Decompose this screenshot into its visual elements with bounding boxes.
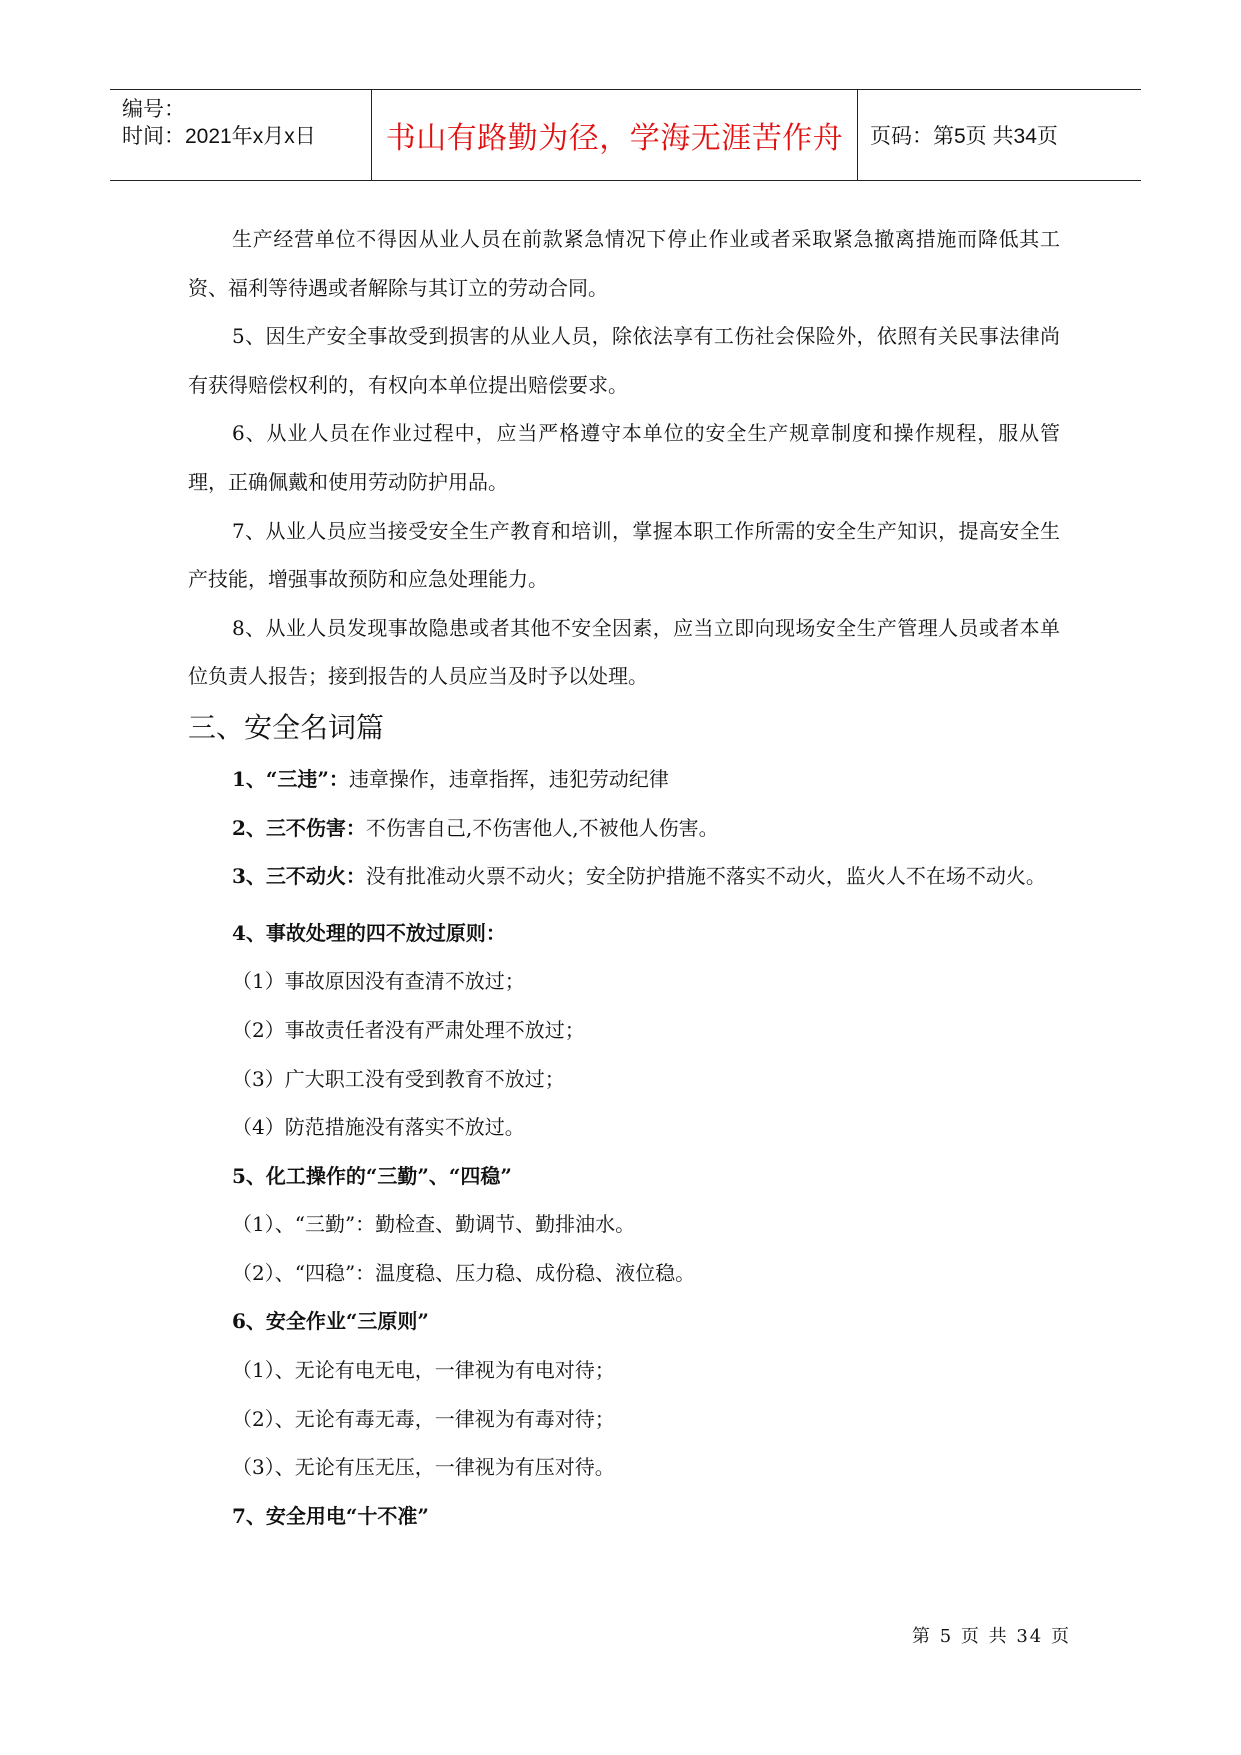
header-time-label: 时间：2021年x月x日: [122, 125, 316, 148]
term-label: 2、三不伤害：: [232, 815, 366, 840]
header-motto: 书山有路勤为径，学海无涯苦作舟: [372, 90, 858, 180]
page-header: [110, 89, 1141, 181]
paragraph: 6、从业人员在作业过程中，应当严格遵守本单位的安全生产规章制度和操作规程，服从管理，正确佩戴和使用劳动防护用品。: [188, 421, 1060, 494]
list-item: （3）广大职工没有受到教育不放过；: [232, 1066, 565, 1091]
list-item: （2）、无论有毒无毒，一律视为有毒对待；: [232, 1406, 615, 1431]
term-heading: 5、化工操作的“三勤”、“四稳”: [232, 1163, 512, 1188]
header-number-label: 编号：: [122, 98, 185, 121]
paragraph: 生产经营单位不得因从业人员在前款紧急情况下停止作业或者采取紧急撤离措施而降低其工资、福利等待遇或者解除与其订立的劳动合同。: [188, 227, 1060, 300]
list-item: （2）、“四稳”：温度稳、压力稳、成份稳、液位稳。: [232, 1260, 696, 1285]
list-item: （4）防范措施没有落实不放过。: [232, 1115, 525, 1140]
page-footer: 第 5 页 共 34 页: [912, 1626, 1071, 1647]
paragraph: 5、因生产安全事故受到损害的从业人员，除依法享有工伤社会保险外，依照有关民事法律尚有获得赔偿权利的，有权向本单位提出赔偿要求。: [188, 324, 1060, 397]
paragraph: 7、从业人员应当接受安全生产教育和培训，掌握本职工作所需的安全生产知识，提高安全生产技能，增强事故预防和应急处理能力。: [188, 518, 1060, 592]
term-label: 1、“三违”：: [232, 766, 349, 791]
list-item: （1）、“三勤”：勤检查、勤调节、勤排油水。: [232, 1212, 636, 1237]
list-item: （1）事故原因没有查清不放过；: [232, 969, 525, 994]
term-text: 没有批准动火票不动火；安全防护措施不落实不动火，监火人不在场不动火。: [365, 864, 1046, 889]
list-item: （3）、无论有压无压，一律视为有压对待。: [232, 1455, 615, 1480]
header-info-cell: [110, 90, 372, 180]
term-label: 3、三不动火：: [232, 864, 366, 889]
term-text: 不伤害自己,不伤害他人,不被他人伤害。: [365, 815, 719, 840]
list-item: （1）、无论有电无电，一律视为有电对待；: [232, 1358, 615, 1383]
term-item: [188, 755, 1060, 804]
term-heading: 7、安全用电“十不准”: [232, 1503, 429, 1528]
term-item: [188, 804, 1060, 853]
list-item: （2）事故责任者没有严肃处理不放过；: [232, 1017, 585, 1042]
paragraph: 8、从业人员发现事故隐患或者其他不安全因素，应当立即向现场安全生产管理人员或者本单位负责人报告；接到报告的人员应当及时予以处理。: [188, 615, 1060, 689]
document-body: [188, 215, 1060, 1540]
term-item: [188, 852, 1060, 901]
term-text: 违章操作，违章指挥，违犯劳动纪律: [348, 766, 669, 791]
header-page-label: 页码：第5页 共34页: [870, 125, 1058, 148]
term-heading: 6、安全作业“三原则”: [232, 1309, 429, 1334]
section-heading: 三、安全名词篇: [188, 710, 385, 744]
term-heading: 4、事故处理的四不放过原则：: [232, 920, 506, 945]
